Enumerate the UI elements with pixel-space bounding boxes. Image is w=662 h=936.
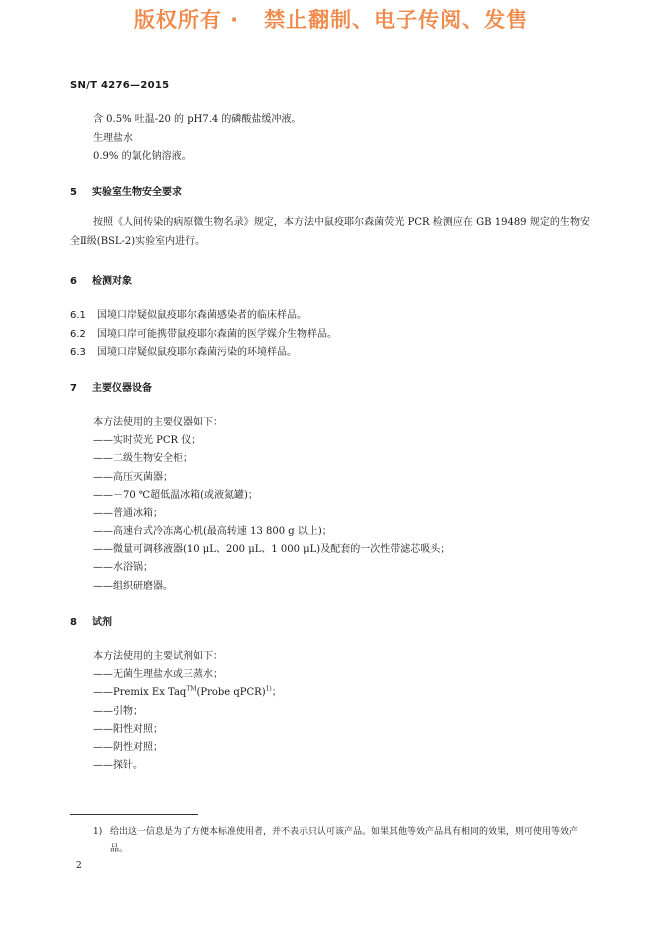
- section-7-heading: [70, 379, 152, 394]
- section-number: 7: [70, 383, 77, 394]
- equipment-item: ——普通冰箱；: [93, 508, 163, 519]
- page-number: 2: [76, 861, 82, 871]
- equipment-item: ——实时荧光 PCR 仪；: [93, 435, 202, 446]
- reagent-item: ——阴性对照；: [93, 742, 163, 753]
- section-title: 检测对象: [92, 276, 132, 287]
- reagent-name: ——Premix Ex Taq: [93, 687, 187, 698]
- reagent-item: ——无菌生理盐水或三蒸水；: [93, 669, 223, 680]
- equipment-item: ——二级生物安全柜；: [93, 453, 193, 464]
- footnote: [93, 824, 593, 858]
- intro-line: 含 0.5% 吐温-20 的 pH7.4 的磷酸盐缓冲液。: [93, 114, 302, 125]
- equipment-item: ——微量可调移液器(10 μL、200 μL、1 000 μL)及配套的一次性带滤芯吸头；: [93, 544, 451, 555]
- reagent-variant: (Probe qPCR): [196, 687, 266, 698]
- item-number: 6.1: [70, 310, 86, 321]
- section-6-heading: [70, 272, 132, 287]
- section-7-intro: 本方法使用的主要仪器如下：: [93, 417, 223, 428]
- list-item: [70, 306, 307, 321]
- footnote-text: 给出这一信息是为了方便本标准使用者，并不表示只认可该产品。如果其他等效产品具有相同的效果，则可使用等效产品。: [110, 827, 579, 854]
- section-title: 实验室生物安全要求: [92, 187, 182, 198]
- footnote-reference[interactable]: 1): [265, 685, 272, 693]
- section-title: 主要仪器设备: [92, 383, 152, 394]
- equipment-item: ——高速台式冷冻离心机(最高转速 13 800 g 以上)；: [93, 526, 332, 537]
- section-number: 6: [70, 276, 77, 287]
- section-number: 8: [70, 617, 77, 628]
- list-item: [70, 343, 297, 358]
- section-5-paragraph: 按照《人间传染的病原微生物名录》规定，本方法中鼠疫耶尔森菌荧光 PCR 检测应在 GB 19489 规定的生物安全Ⅱ级(BSL-2)实验室内进行。: [70, 217, 590, 247]
- item-text: 国境口岸可能携带鼠疫耶尔森菌的医学媒介生物样品。: [97, 329, 337, 340]
- equipment-item: ——组织研磨器。: [93, 581, 173, 592]
- trademark-mark: TM: [186, 685, 197, 693]
- equipment-item: ——－70 ℃超低温冰箱(或液氮罐)；: [93, 490, 258, 501]
- item-number: 6.3: [70, 347, 86, 358]
- list-item: [70, 325, 337, 340]
- intro-line: 0.9% 的氯化钠溶液。: [93, 151, 192, 162]
- section-number: 5: [70, 187, 77, 198]
- footnote-divider: [70, 814, 198, 815]
- copyright-watermark: 版权所有 · 禁止翻制、电子传阅、发售: [133, 8, 529, 32]
- section-8-intro: 本方法使用的主要试剂如下：: [93, 651, 223, 662]
- item-text: 国境口岸疑似鼠疫耶尔森菌感染者的临床样品。: [97, 310, 307, 321]
- equipment-item: ——高压灭菌器；: [93, 472, 173, 483]
- section-8-heading: [70, 613, 112, 628]
- equipment-item: ——水浴锅；: [93, 562, 153, 573]
- section-5-heading: [70, 183, 182, 198]
- standard-code-header: SN/T 4276—2015: [70, 80, 170, 91]
- reagent-item-premix: [93, 683, 282, 698]
- reagent-item: ——探针。: [93, 760, 143, 771]
- item-number: 6.2: [70, 329, 86, 340]
- item-end-punctuation: ；: [271, 687, 282, 698]
- reagent-item: ——引物；: [93, 706, 143, 717]
- reagent-item: ——阳性对照；: [93, 724, 163, 735]
- footnote-number: 1): [93, 827, 103, 837]
- intro-line: 生理盐水: [93, 133, 133, 144]
- section-title: 试剂: [92, 617, 112, 628]
- item-text: 国境口岸疑似鼠疫耶尔森菌污染的环境样品。: [97, 347, 297, 358]
